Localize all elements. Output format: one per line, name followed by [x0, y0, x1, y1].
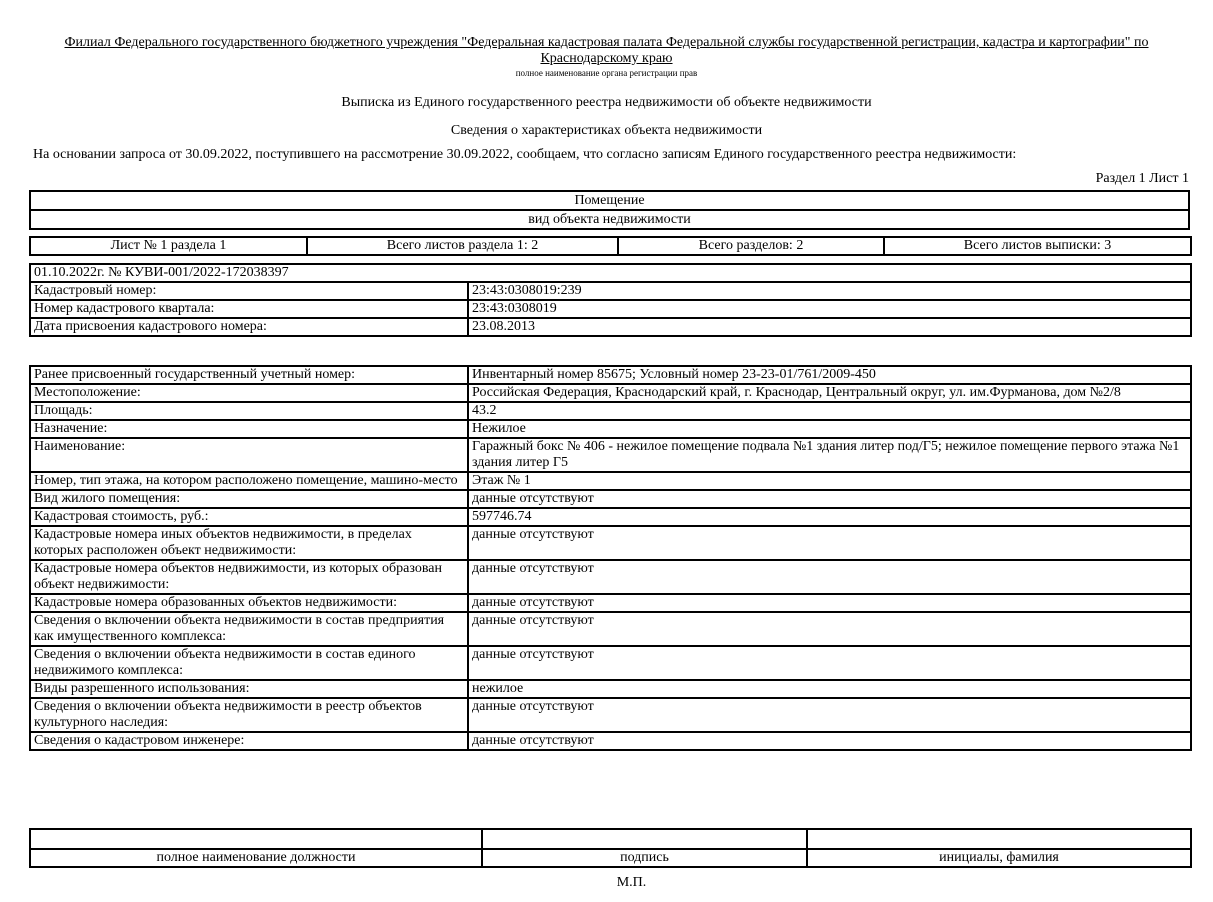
row-label: Назначение: — [30, 420, 468, 438]
object-type-table — [29, 190, 1190, 230]
row-value: Российская Федерация, Краснодарский край, г. Краснодар, Центральный округ, ул. им.Фурманова, дом №2/8 — [468, 384, 1191, 402]
table-row — [30, 698, 1191, 732]
table-row — [30, 490, 1191, 508]
table-row — [30, 732, 1191, 750]
section-reference: Раздел 1 Лист 1 — [1095, 171, 1189, 186]
row-label: Дата присвоения кадастрового номера: — [30, 318, 468, 336]
row-value: Инвентарный номер 85675; Условный номер 23-23-01/761/2009-450 — [468, 366, 1191, 384]
row-label: Кадастровый номер: — [30, 282, 468, 300]
table-row — [30, 526, 1191, 560]
section-sheets-total: Всего листов раздела 1: 2 — [307, 237, 618, 255]
row-label: Сведения о включении объекта недвижимости в реестр объектов культурного наследия: — [30, 698, 468, 732]
row-label: Наименование: — [30, 438, 468, 472]
row-value: Этаж № 1 — [468, 472, 1191, 490]
row-value: данные отсутствуют — [468, 560, 1191, 594]
row-value: данные отсутствуют — [468, 594, 1191, 612]
row-label: Местоположение: — [30, 384, 468, 402]
row-label: Кадастровые номера объектов недвижимости, из которых образован объект недвижимости: — [30, 560, 468, 594]
table-row — [30, 594, 1191, 612]
row-label: Вид жилого помещения: — [30, 490, 468, 508]
table-row — [30, 366, 1191, 384]
table-row — [30, 472, 1191, 490]
row-value: Гаражный бокс № 406 - нежилое помещение подвала №1 здания литер под/Г5; нежилое помещение первого этажа №1 здания литер Г5 — [468, 438, 1191, 472]
table-row — [30, 438, 1191, 472]
cadastral-number: 23:43:0308019:239 — [468, 282, 1191, 300]
stamp-placeholder: М.П. — [616, 875, 647, 890]
object-type-caption: вид объекта недвижимости — [30, 210, 1189, 229]
row-label: Кадастровые номера иных объектов недвижимости, в пределах которых расположен объект недвижимости: — [30, 526, 468, 560]
extract-sheets-total: Всего листов выписки: 3 — [884, 237, 1191, 255]
signature-field — [482, 829, 807, 849]
row-label: Кадастровые номера образованных объектов недвижимости: — [30, 594, 468, 612]
document-title: Выписка из Единого государственного реестра недвижимости об объекте недвижимости — [341, 95, 872, 110]
table-row — [30, 402, 1191, 420]
table-row — [30, 420, 1191, 438]
sheet-number: Лист № 1 раздела 1 — [30, 237, 307, 255]
identifiers-table — [29, 263, 1192, 337]
organization-caption: полное наименование органа регистрации прав — [515, 68, 698, 78]
name-field — [807, 829, 1191, 849]
row-label: Сведения о кадастровом инженере: — [30, 732, 468, 750]
table-row — [30, 282, 1191, 300]
table-row — [30, 318, 1191, 336]
position-caption: полное наименование должности — [30, 849, 482, 867]
table-row — [30, 646, 1191, 680]
row-value: данные отсутствуют — [468, 646, 1191, 680]
organization-name: Филиал Федерального государственного бюджетного учреждения "Федеральная кадастровая палата Федеральной службы государственной регистрации, кадастра и картографии" по Краснодарскому краю — [64, 35, 1149, 66]
row-label: Сведения о включении объекта недвижимости в состав единого недвижимого комплекса: — [30, 646, 468, 680]
row-value: данные отсутствуют — [468, 490, 1191, 508]
record-number: 01.10.2022г. № КУВИ-001/2022-172038397 — [30, 264, 1191, 282]
row-label: Сведения о включении объекта недвижимости в состав предприятия как имущественного комплекса: — [30, 612, 468, 646]
row-label: Кадастровая стоимость, руб.: — [30, 508, 468, 526]
row-value: 597746.74 — [468, 508, 1191, 526]
row-value: данные отсутствуют — [468, 732, 1191, 750]
signature-table — [29, 828, 1192, 868]
row-value: данные отсутствуют — [468, 612, 1191, 646]
assignment-date: 23.08.2013 — [468, 318, 1191, 336]
position-field — [30, 829, 482, 849]
table-row — [30, 384, 1191, 402]
request-intro: На основании запроса от 30.09.2022, поступившего на рассмотрение 30.09.2022, сообщаем, что согласно записям Единого государственного реестра недвижимости: — [33, 147, 1017, 162]
table-row — [30, 300, 1191, 318]
row-value: Нежилое — [468, 420, 1191, 438]
sections-total: Всего разделов: 2 — [618, 237, 884, 255]
properties-table — [29, 365, 1192, 751]
name-caption: инициалы, фамилия — [807, 849, 1191, 867]
table-row — [30, 560, 1191, 594]
signature-caption: подпись — [482, 849, 807, 867]
table-row — [30, 612, 1191, 646]
row-value: данные отсутствуют — [468, 698, 1191, 732]
row-value: нежилое — [468, 680, 1191, 698]
row-label: Номер, тип этажа, на котором расположено помещение, машино-место — [30, 472, 468, 490]
row-label: Площадь: — [30, 402, 468, 420]
row-value: данные отсутствуют — [468, 526, 1191, 560]
cadastral-quarter: 23:43:0308019 — [468, 300, 1191, 318]
table-row — [30, 680, 1191, 698]
row-label: Виды разрешенного использования: — [30, 680, 468, 698]
table-row — [30, 508, 1191, 526]
object-type-value: Помещение — [30, 191, 1189, 210]
row-value: 43.2 — [468, 402, 1191, 420]
sheet-info-table — [29, 236, 1192, 256]
row-label: Ранее присвоенный государственный учетный номер: — [30, 366, 468, 384]
row-label: Номер кадастрового квартала: — [30, 300, 468, 318]
document-subtitle: Сведения о характеристиках объекта недвижимости — [450, 123, 763, 138]
